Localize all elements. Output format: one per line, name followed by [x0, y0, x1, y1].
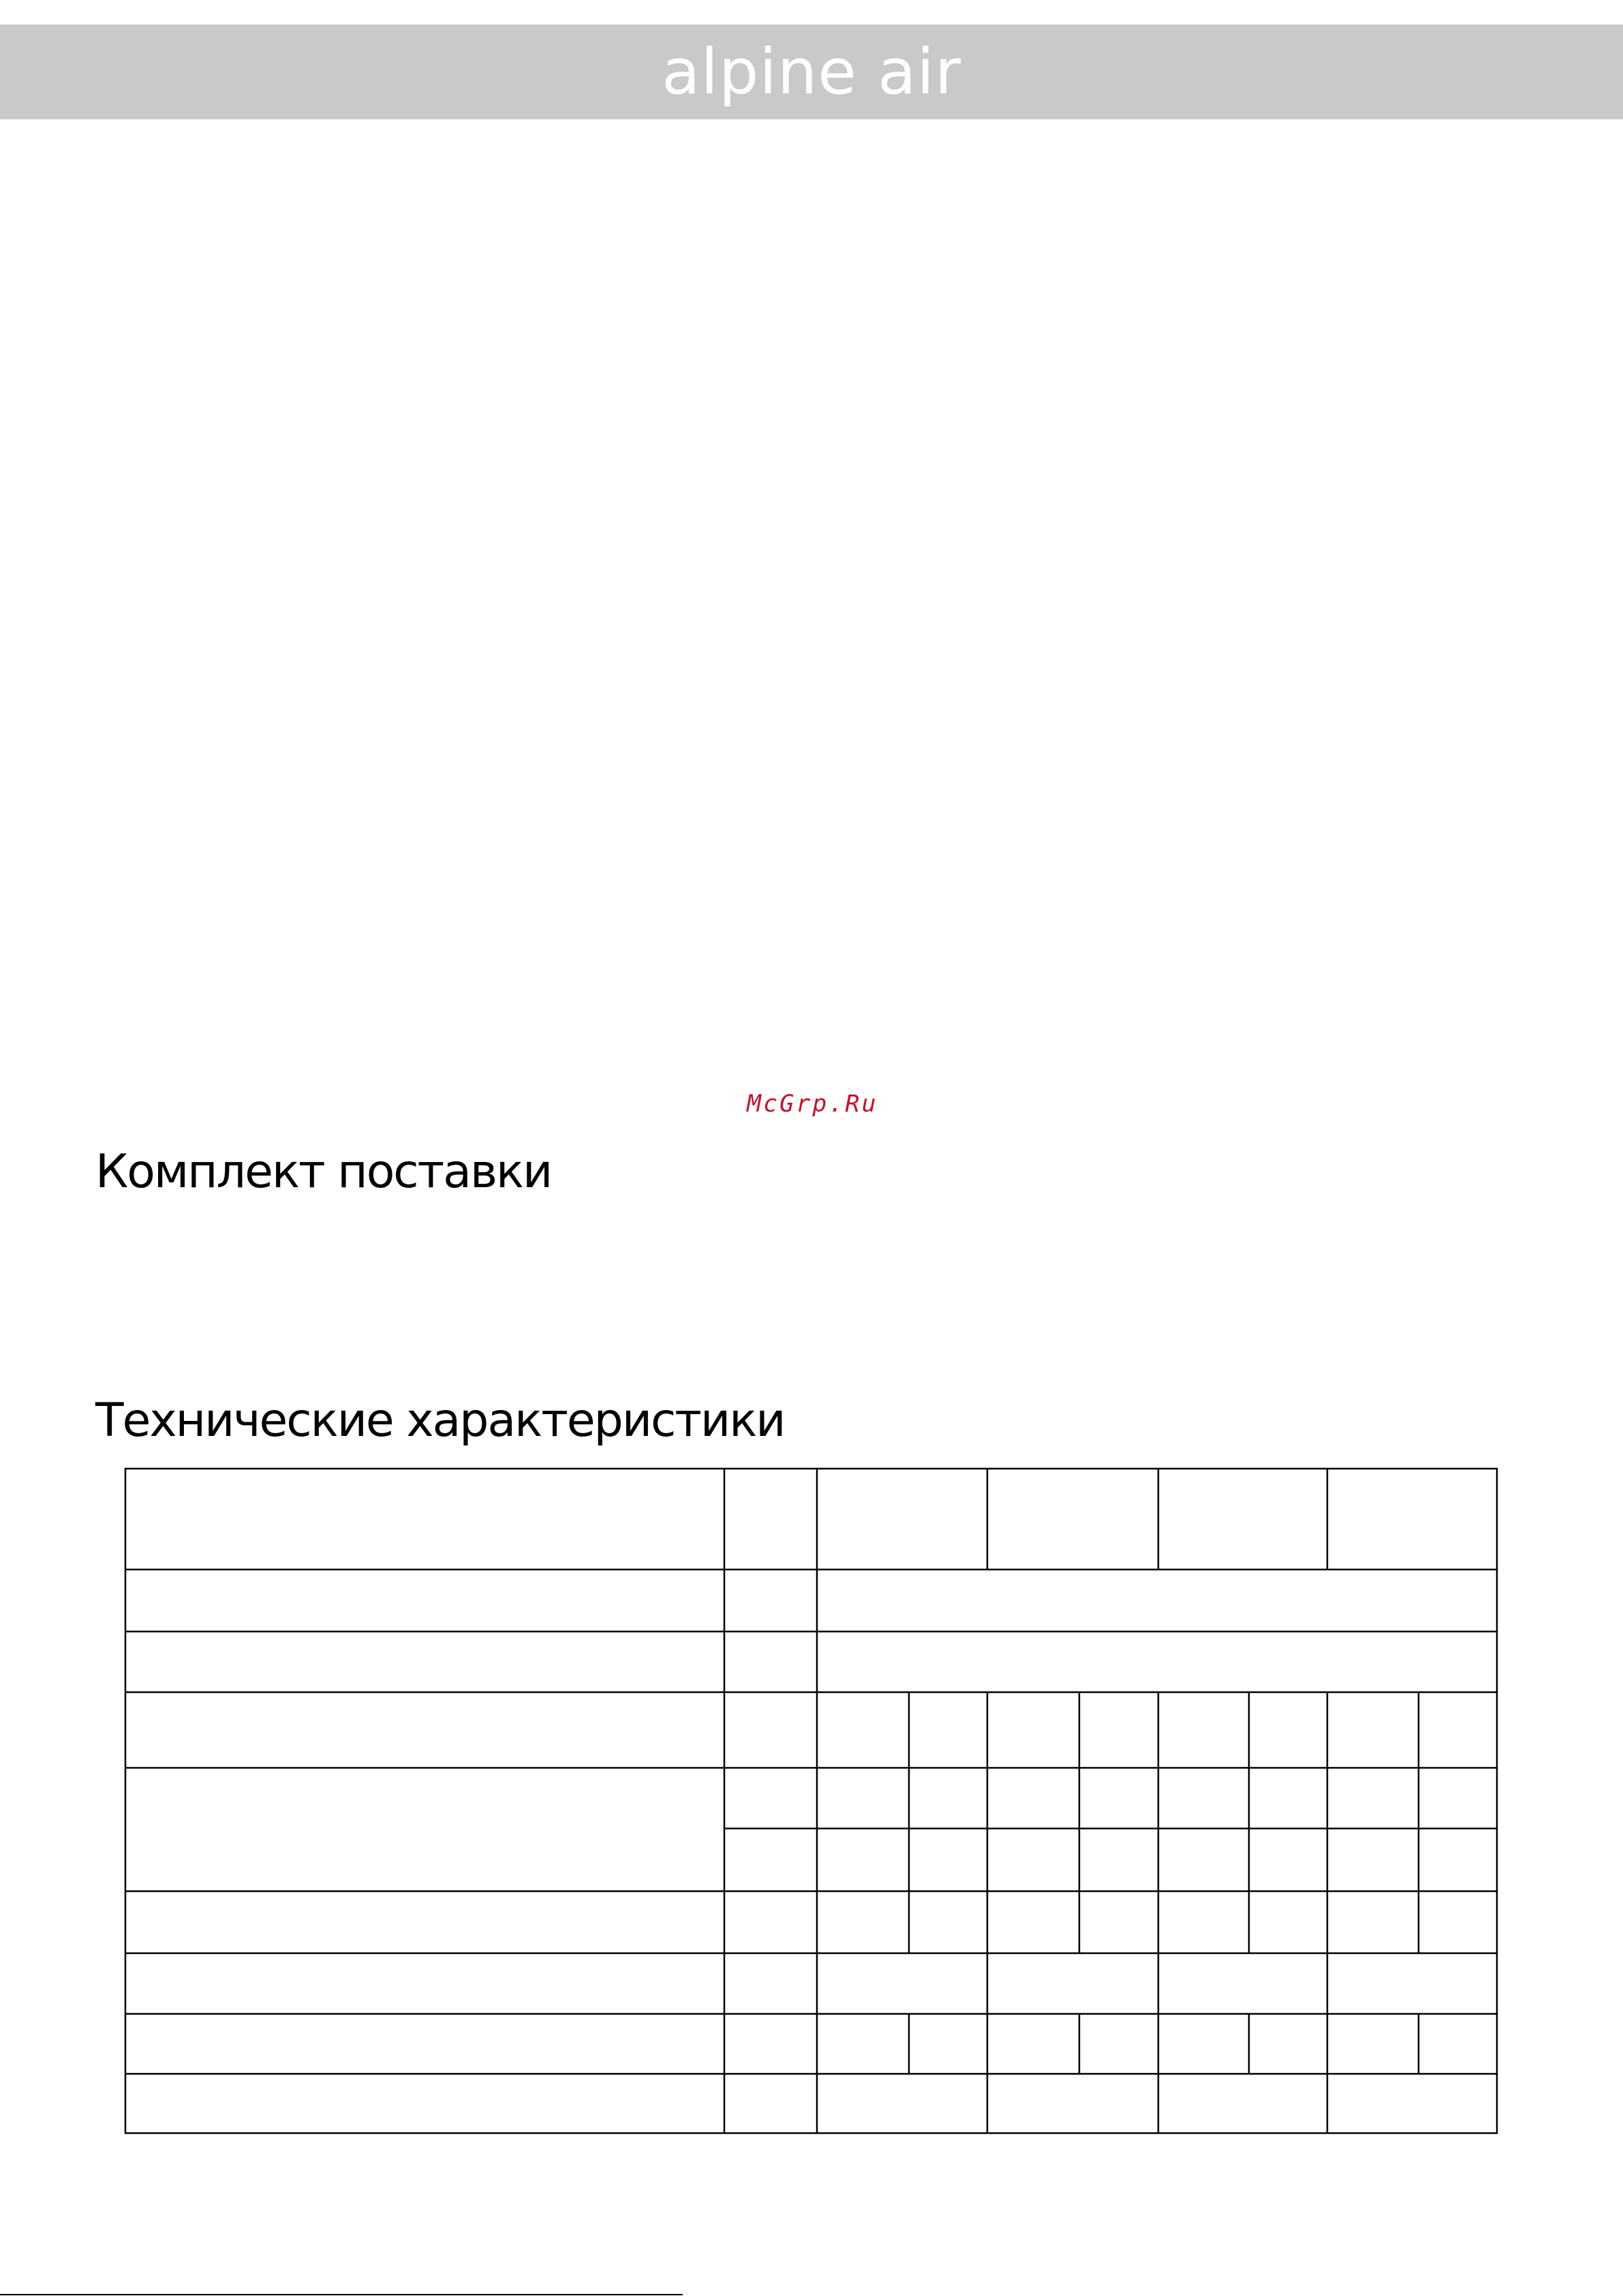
spec-table-grid	[125, 1469, 1497, 2133]
watermark: McGrp.Ru	[747, 1090, 878, 1118]
table-border	[125, 1469, 1497, 2133]
footer-rule	[0, 2294, 683, 2295]
specs-heading: Технические характеристики	[95, 1394, 785, 1448]
brand-logo: alpine air	[662, 35, 961, 108]
kit-heading: Комплект поставки	[95, 1145, 552, 1199]
